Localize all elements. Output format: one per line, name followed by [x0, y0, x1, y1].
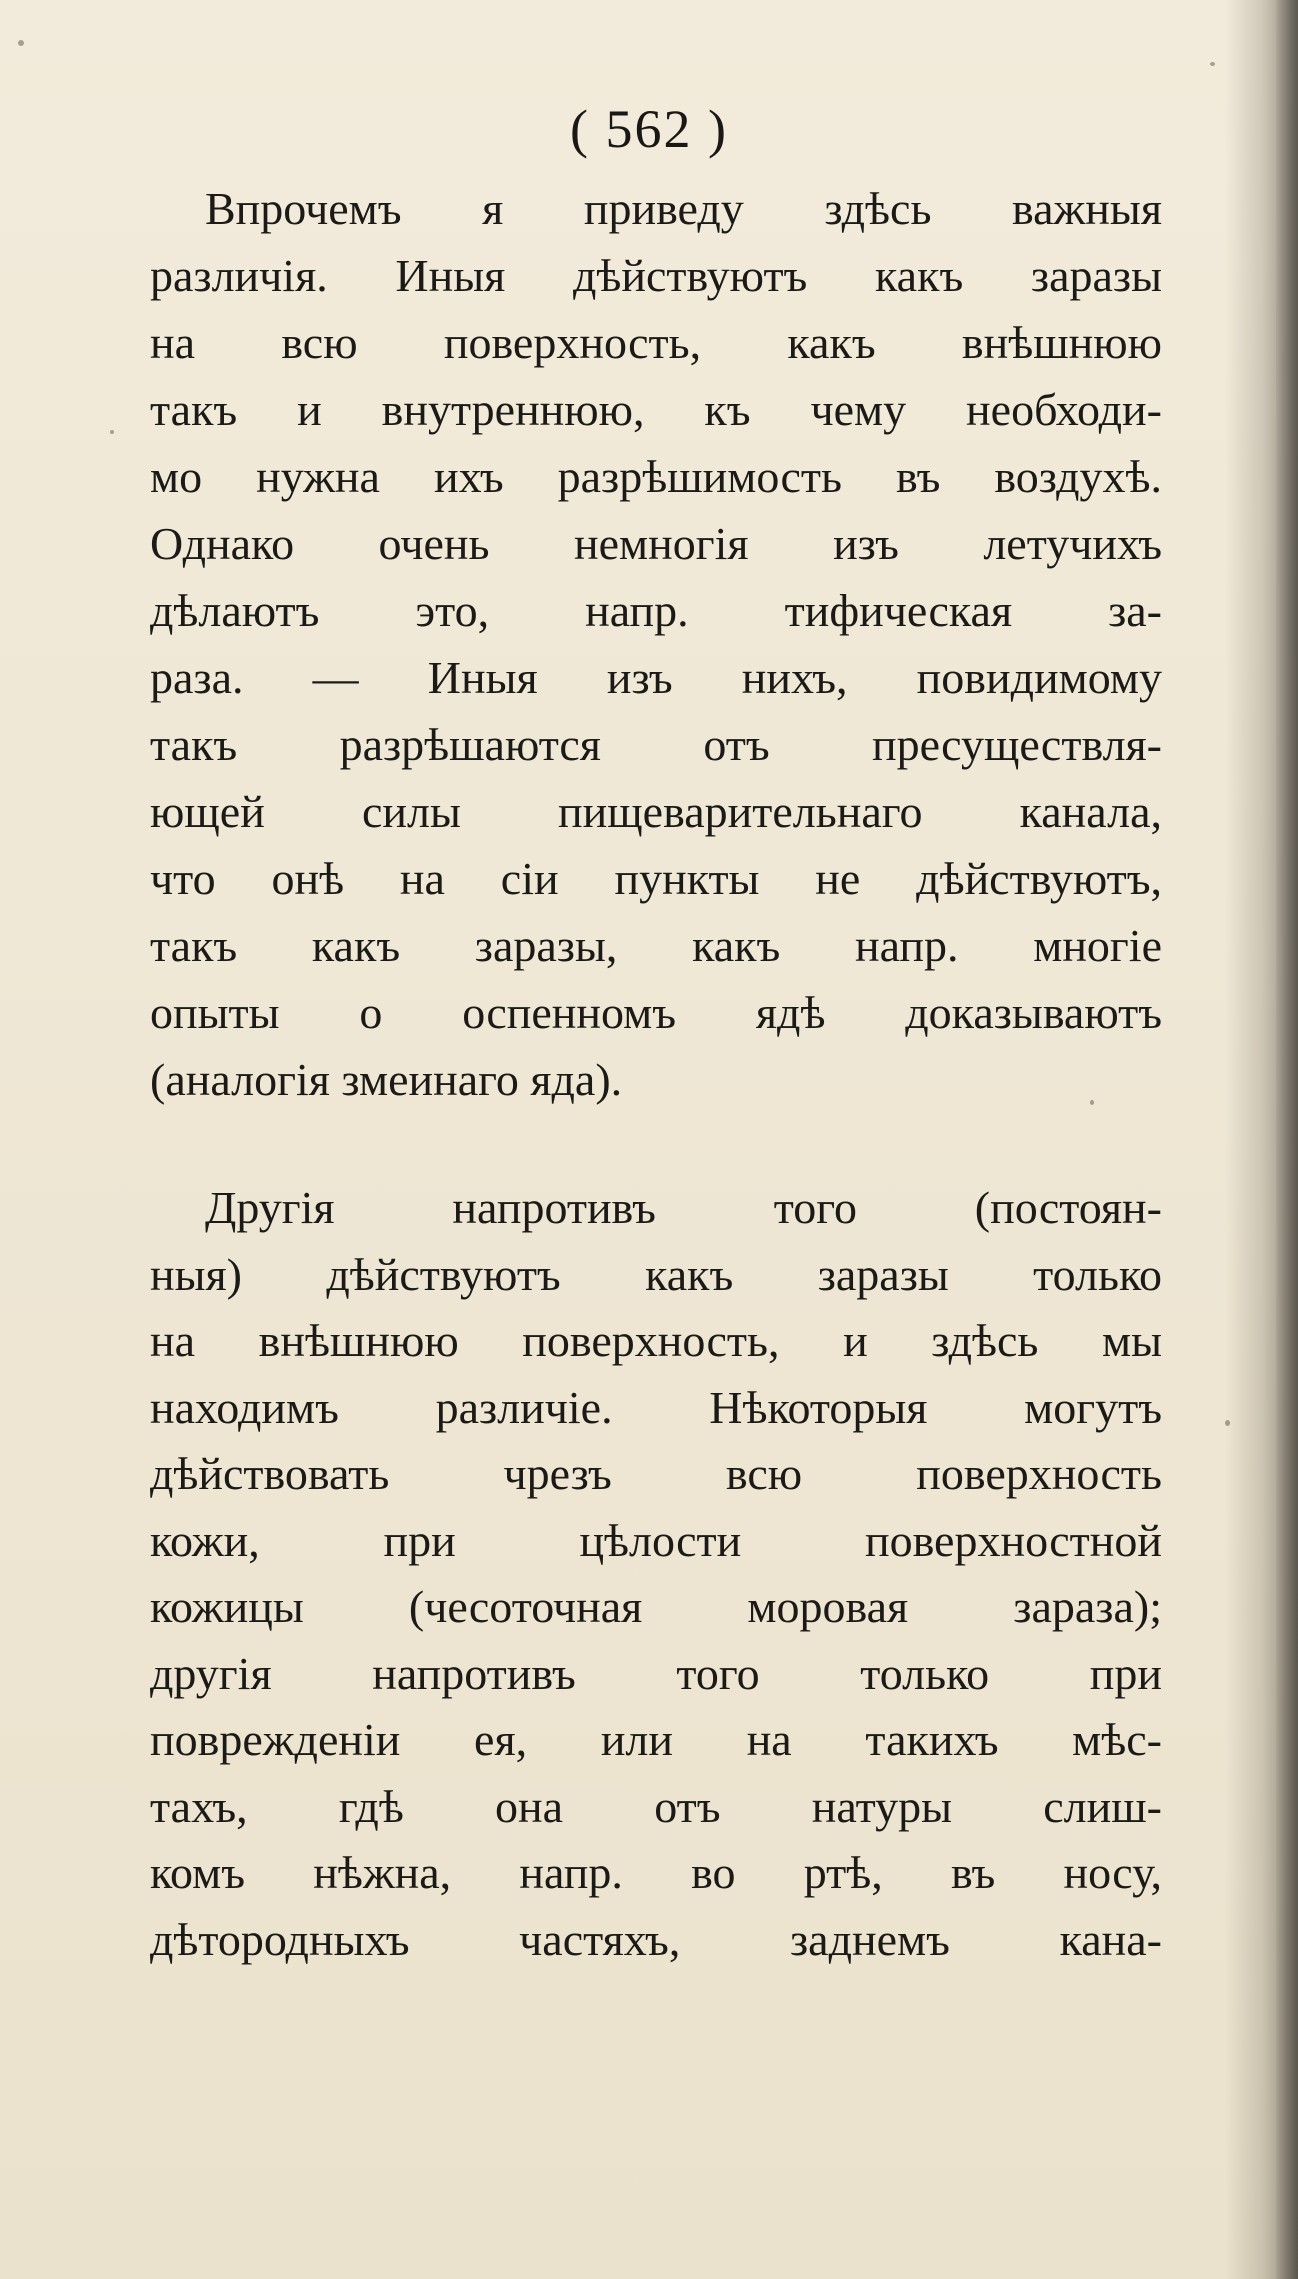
text-line: что онѣ на сіи пункты не дѣйствуютъ,	[150, 853, 1162, 904]
paragraph-1	[150, 175, 1162, 1113]
paper-speck	[1090, 1100, 1094, 1105]
paper-speck	[110, 430, 114, 434]
paragraph-2	[150, 1175, 1162, 1973]
text-line: Однако очень немногія изъ летучихъ	[150, 518, 1162, 569]
text-line: кожи, при цѣлости поверхностной	[150, 1514, 1162, 1566]
text-line: Другія напротивъ того (постоян-	[205, 1182, 1162, 1233]
text-line: опыты о оспенномъ ядѣ доказываютъ	[150, 987, 1162, 1038]
text-line: дѣлаютъ это, напр. тифическая за-	[150, 585, 1162, 636]
text-line: находимъ различіе. Нѣкоторыя могутъ	[150, 1381, 1162, 1433]
paper-speck	[1225, 1420, 1230, 1426]
text-line: Впрочемъ я приведу здѣсь важныя	[205, 183, 1162, 234]
text-line: различія. Иныя дѣйствуютъ какъ заразы	[150, 250, 1162, 301]
text-line: ющей силы пищеварительнаго канала,	[150, 786, 1162, 837]
paper-speck	[18, 40, 24, 46]
text-line: поврежденіи ея, или на такихъ мѣс-	[150, 1714, 1162, 1765]
text-line: дѣтородныхъ частяхъ, заднемъ кана-	[150, 1913, 1162, 1965]
page-edge-shadow	[1276, 0, 1298, 2279]
page-number: ( 562 )	[570, 99, 728, 159]
text-line: дѣйствовать чрезъ всю поверхность	[150, 1448, 1162, 1499]
text-line: другія напротивъ того только при	[150, 1647, 1162, 1699]
text-line: такъ разрѣшаются отъ пресуществля-	[150, 719, 1162, 770]
text-line: кожицы (чесоточная моровая зараза);	[150, 1581, 1162, 1632]
text-line: на внѣшнюю поверхность, и здѣсь мы	[150, 1315, 1162, 1366]
text-line: тахъ, гдѣ она отъ натуры слиш-	[150, 1780, 1162, 1832]
text-line: такъ и внутреннюю, къ чему необходи-	[150, 384, 1162, 435]
text-line: комъ нѣжна, напр. во ртѣ, въ носу,	[150, 1847, 1162, 1898]
text-line: ныя) дѣйствуютъ какъ заразы только	[150, 1248, 1162, 1300]
text-line: раза. — Иныя изъ нихъ, повидимому	[150, 652, 1162, 703]
paper-speck	[1210, 62, 1215, 66]
text-line: (аналогія змеинаго яда).	[150, 1054, 623, 1105]
text-line: на всю поверхность, какъ внѣшнюю	[150, 317, 1162, 368]
text-line: мо нужна ихъ разрѣшимость въ воздухѣ.	[150, 451, 1162, 502]
text-line: такъ какъ заразы, какъ напр. многіе	[150, 920, 1162, 971]
